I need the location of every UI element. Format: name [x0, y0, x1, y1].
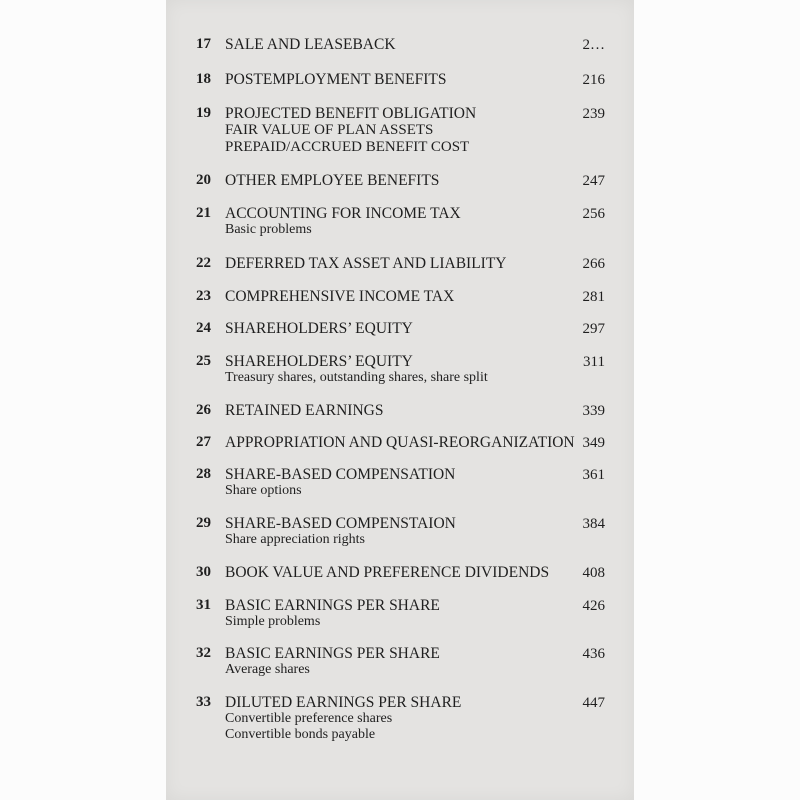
chapter-title: BASIC EARNINGS PER SHARE	[225, 645, 440, 662]
chapter-title: COMPREHENSIVE INCOME TAX	[225, 288, 455, 305]
chapter-title-block	[225, 36, 396, 53]
chapter-title-block	[225, 205, 461, 238]
chapter-subtitle: PREPAID/ACCRUED BENEFIT COST	[225, 139, 470, 155]
page-number: 436	[582, 646, 605, 662]
chapter-number: 19	[196, 105, 211, 121]
page-number: 2…	[582, 37, 605, 53]
chapter-title-block	[225, 353, 488, 386]
chapter-title-block	[225, 597, 440, 630]
chapter-title: BOOK VALUE AND PREFERENCE DIVIDENDS	[225, 564, 550, 581]
chapter-subtitle: Simple problems	[225, 614, 321, 629]
chapter-title: DILUTED EARNINGS PER SHARE	[225, 694, 462, 711]
chapter-number: 29	[196, 515, 211, 531]
chapter-subtitle: Average shares	[225, 662, 310, 677]
chapter-title: ACCOUNTING FOR INCOME TAX	[225, 205, 461, 222]
page-number: 297	[582, 321, 605, 337]
chapter-title-block	[225, 402, 383, 419]
chapter-title: SHARE-BASED COMPENSATION	[225, 466, 456, 483]
page-number: 426	[582, 598, 605, 614]
chapter-title-block	[225, 172, 439, 189]
chapter-number: 32	[196, 645, 211, 661]
chapter-title-block	[225, 105, 476, 156]
page-number: 339	[582, 403, 605, 419]
chapter-title: SHAREHOLDERS’ EQUITY	[225, 353, 413, 370]
chapter-title-block	[225, 320, 413, 337]
chapter-title-block	[225, 255, 507, 272]
chapter-title: SHAREHOLDERS’ EQUITY	[225, 320, 413, 337]
chapter-number: 33	[196, 694, 211, 710]
chapter-title: PROJECTED BENEFIT OBLIGATION	[225, 105, 477, 122]
page-number: 239	[582, 106, 605, 122]
chapter-number: 20	[196, 172, 211, 188]
chapter-number: 31	[196, 597, 211, 613]
chapter-title-block	[225, 694, 461, 743]
page-number: 247	[582, 173, 605, 189]
page-number: 281	[582, 289, 605, 305]
page-number: 311	[583, 354, 605, 370]
chapter-title-block	[225, 645, 440, 678]
chapter-number: 24	[196, 320, 211, 336]
page-number: 447	[582, 695, 605, 711]
chapter-subtitle: Convertible preference shares	[225, 711, 393, 726]
chapter-subtitle: FAIR VALUE OF PLAN ASSETS	[225, 122, 434, 138]
chapter-title: OTHER EMPLOYEE BENEFITS	[225, 172, 440, 189]
chapter-subtitle: Share appreciation rights	[225, 532, 365, 547]
chapter-subtitle: Share options	[225, 483, 302, 498]
page-number: 256	[582, 206, 605, 222]
chapter-title-block	[225, 515, 456, 548]
chapter-title: SALE AND LEASEBACK	[225, 36, 396, 53]
chapter-title-block	[225, 71, 446, 88]
chapter-title-block	[225, 288, 454, 305]
page-number: 349	[582, 435, 605, 451]
page-number: 266	[582, 256, 605, 272]
page-number: 361	[582, 467, 605, 483]
chapter-number: 26	[196, 402, 211, 418]
chapter-title-block	[225, 564, 549, 581]
chapter-number: 17	[196, 36, 211, 52]
chapter-number: 22	[196, 255, 211, 271]
chapter-title: APPROPRIATION AND QUASI-REORGANIZATION	[225, 434, 575, 451]
chapter-title: DEFERRED TAX ASSET AND LIABILITY	[225, 255, 507, 272]
chapter-number: 21	[196, 205, 211, 221]
chapter-number: 23	[196, 288, 211, 304]
chapter-title-block	[225, 466, 455, 499]
chapter-number: 25	[196, 353, 211, 369]
chapter-subtitle: Convertible bonds payable	[225, 727, 376, 742]
chapter-title: BASIC EARNINGS PER SHARE	[225, 597, 440, 614]
chapter-title: SHARE-BASED COMPENSTAION	[225, 515, 456, 532]
page-number: 384	[582, 516, 605, 532]
chapter-title: POSTEMPLOYMENT BENEFITS	[225, 71, 447, 88]
chapter-number: 18	[196, 71, 211, 87]
chapter-subtitle: Basic problems	[225, 222, 312, 237]
chapter-number: 30	[196, 564, 211, 580]
book-page	[166, 0, 634, 800]
chapter-title-block	[225, 434, 575, 451]
chapter-number: 28	[196, 466, 211, 482]
chapter-number: 27	[196, 434, 211, 450]
chapter-subtitle: Treasury shares, outstanding shares, share split	[225, 370, 488, 385]
page-number: 216	[582, 72, 605, 88]
chapter-title: RETAINED EARNINGS	[225, 402, 384, 419]
page-number: 408	[582, 565, 605, 581]
